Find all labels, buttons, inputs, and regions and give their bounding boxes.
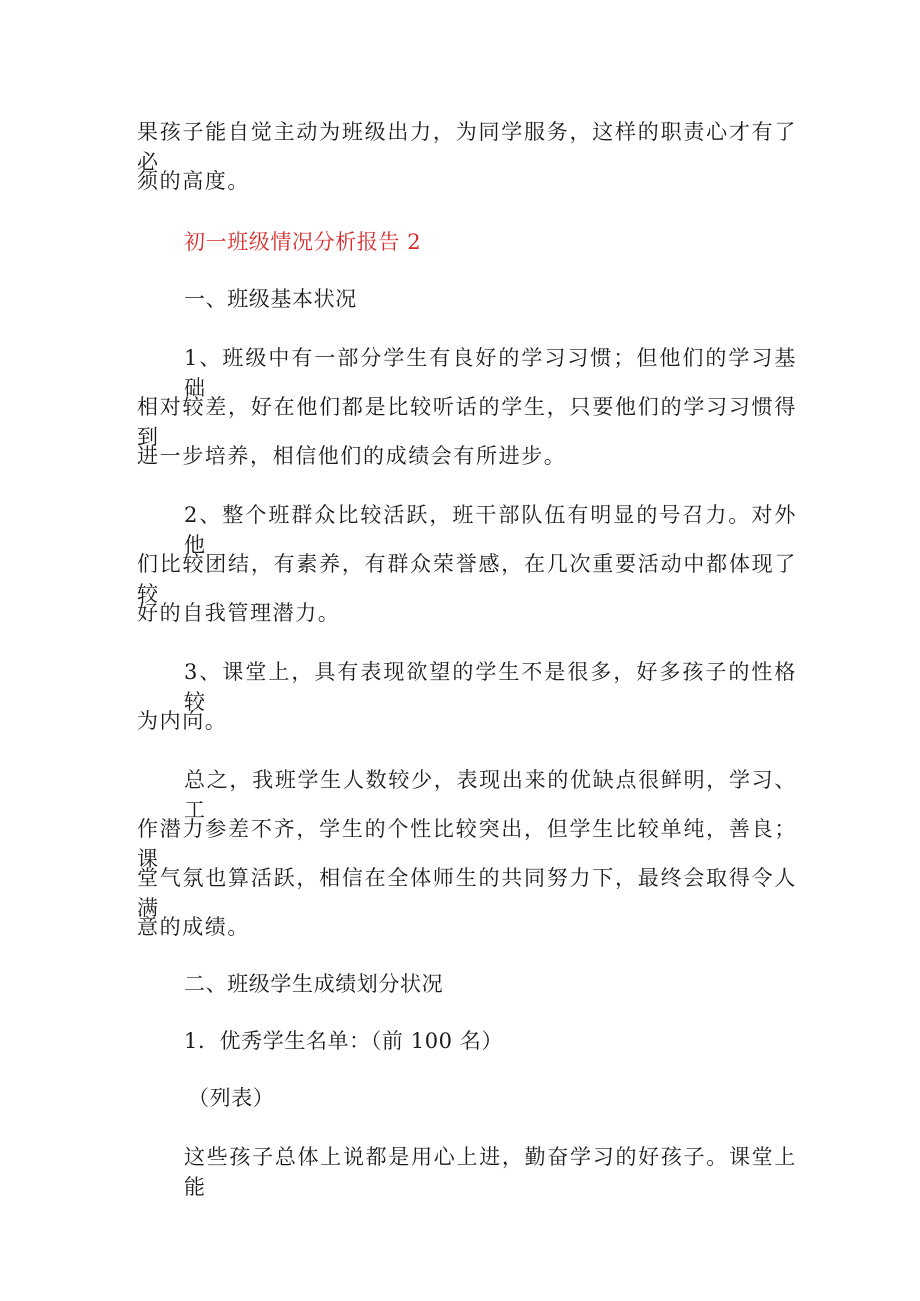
paragraph-line: 意的成绩。 [137, 915, 250, 939]
paragraph-line: 2、整个班群众比较活跃，班干部队伍有明显的号召力。对外他 [184, 503, 797, 557]
paragraph-line: 3、课堂上，具有表现欲望的学生不是很多，好多孩子的性格较 [184, 660, 797, 714]
paragraph-line: 须的高度。 [137, 169, 250, 193]
paragraph-line: 总之，我班学生人数较少，表现出来的优缺点很鲜明，学习、工 [184, 768, 797, 822]
section-heading-scores: 二、班级学生成绩划分状况 [184, 972, 444, 996]
report-title: 初一班级情况分析报告 2 [184, 230, 422, 254]
list-item-excellent-students: 1．优秀学生名单：（前 100 名） [184, 1029, 504, 1053]
paragraph-line: 这些孩子总体上说都是用心上进，勤奋学习的好孩子。课堂上能 [184, 1145, 797, 1199]
paragraph-line: 作潜力参差不齐，学生的个性比较突出，但学生比较单纯，善良；课 [137, 817, 797, 871]
paragraph-line: 进一步培养，相信他们的成绩会有所进步。 [137, 444, 567, 468]
section-heading-basic: 一、班级基本状况 [184, 287, 357, 311]
paragraph-line: 好的自我管理潜力。 [137, 601, 341, 625]
paragraph-line: 1、班级中有一部分学生有良好的学习习惯；但他们的学习基础 [184, 346, 797, 400]
paragraph-line: 为内向。 [137, 709, 228, 733]
list-placeholder: （列表） [188, 1086, 275, 1110]
paragraph-line: 果孩子能自觉主动为班级出力，为同学服务，这样的职责心才有了必 [137, 120, 797, 174]
paragraph-line: 们比较团结，有素养，有群众荣誉感，在几次重要活动中都体现了较 [137, 552, 797, 606]
paragraph-line: 堂气氛也算活跃，相信在全体师生的共同努力下，最终会取得令人满 [137, 866, 797, 920]
paragraph-line: 相对较差，好在他们都是比较听话的学生，只要他们的学习习惯得到 [137, 395, 797, 449]
